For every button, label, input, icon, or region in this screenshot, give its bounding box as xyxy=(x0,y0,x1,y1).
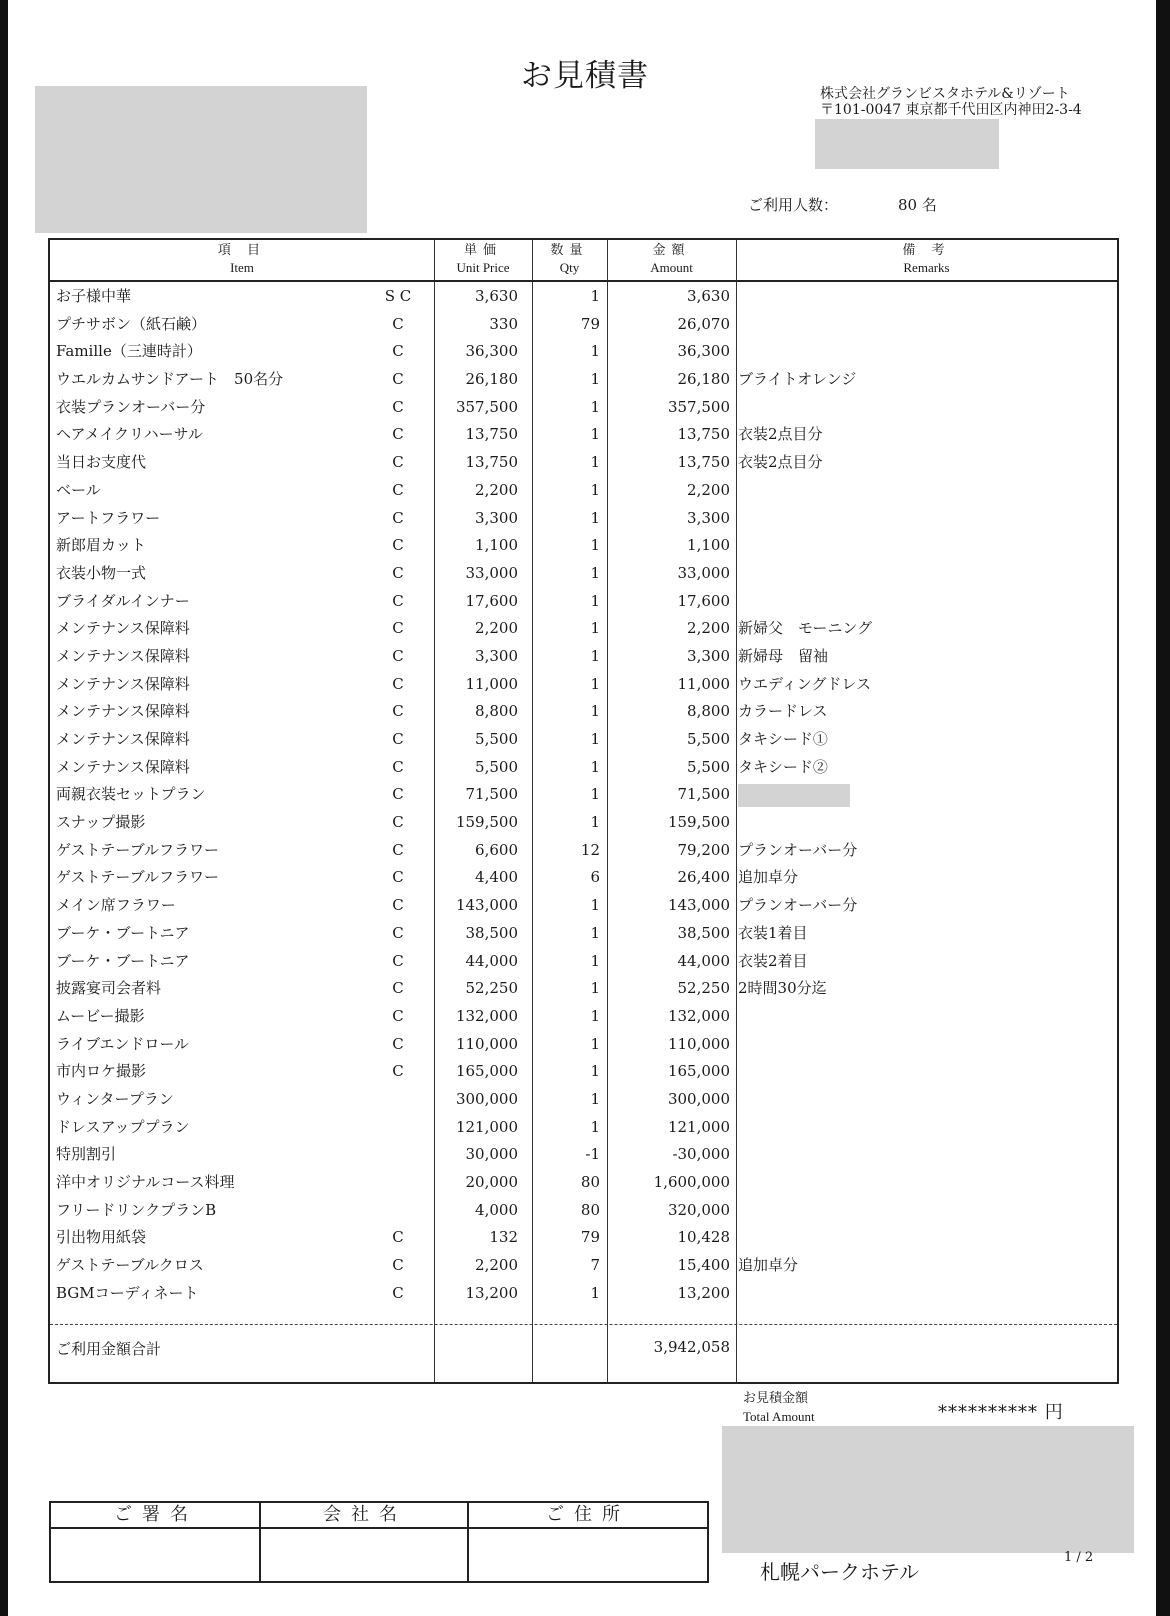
unit-price: 52,250 xyxy=(465,979,518,998)
quantity: 1 xyxy=(590,619,600,638)
quantity: 79 xyxy=(580,314,600,333)
item-name: フリードリンクプランB xyxy=(56,1200,217,1219)
item-code: C xyxy=(392,480,404,499)
quantity: 1 xyxy=(590,370,600,389)
item-code: C xyxy=(392,508,404,527)
header-remarks-ja: 備 考 xyxy=(902,243,951,258)
item-code: C xyxy=(392,591,404,610)
item-name: 市内ロケ撮影 xyxy=(56,1062,147,1081)
unit-price: 6,600 xyxy=(475,840,518,859)
table-row xyxy=(50,1141,1117,1169)
item-code: C xyxy=(392,370,404,389)
amount: 320,000 xyxy=(667,1200,730,1219)
amount: 33,000 xyxy=(677,563,730,582)
unit-price: 20,000 xyxy=(465,1173,518,1191)
item-name: メンテナンス保障料 xyxy=(56,702,190,721)
item-code: C xyxy=(392,314,404,333)
remarks: プランオーバー分 xyxy=(738,840,858,859)
quantity: 1 xyxy=(590,1089,600,1108)
item-name: 洋中オリジナルコース料理 xyxy=(56,1173,235,1191)
quantity: 80 xyxy=(580,1200,600,1219)
item-code: C xyxy=(392,342,404,361)
quantity: 1 xyxy=(590,1006,600,1025)
item-name: アートフラワー xyxy=(56,508,161,527)
item-name: プチサボン（紙石鹸） xyxy=(56,314,207,333)
remarks: ウエディングドレス xyxy=(738,674,872,693)
table-row xyxy=(50,505,1117,533)
amount: 2,200 xyxy=(687,619,730,638)
quantity: 1 xyxy=(590,508,600,527)
item-code: C xyxy=(392,1228,404,1247)
remarks: 衣装2点目分 xyxy=(738,425,823,444)
quantity: 1 xyxy=(590,896,600,915)
quantity: 1 xyxy=(590,646,600,665)
amount: 15,400 xyxy=(677,1256,730,1275)
item-name: メンテナンス保障料 xyxy=(56,674,190,693)
quantity: 1 xyxy=(590,480,600,499)
company-address: 〒101-0047 東京都千代田区内神田2-3-4 xyxy=(820,102,1082,118)
remarks: カラードレス xyxy=(738,702,828,721)
quantity: 1 xyxy=(590,757,600,776)
header-item xyxy=(50,240,434,280)
item-code: C xyxy=(392,425,404,444)
quantity: 1 xyxy=(590,813,600,832)
item-name: ゲストテーブルフラワー xyxy=(56,840,220,859)
table-row xyxy=(50,1280,1117,1308)
unit-price: 143,000 xyxy=(455,896,518,915)
item-name: Famille（三連時計） xyxy=(56,342,202,361)
item-name: ウィンタープラン xyxy=(56,1089,174,1108)
table-row xyxy=(50,975,1117,1003)
table-row xyxy=(50,588,1117,616)
redacted-contact-block xyxy=(815,119,999,169)
unit-price: 26,180 xyxy=(465,370,518,389)
amount: 11,000 xyxy=(677,674,730,693)
table-row xyxy=(50,1169,1117,1197)
remarks: 衣装2点目分 xyxy=(738,453,823,472)
amount: 13,200 xyxy=(677,1283,730,1302)
redacted-remarks xyxy=(738,784,850,807)
quantity: 1 xyxy=(590,702,600,721)
item-name: 披露宴司会者料 xyxy=(56,979,162,998)
unit-price: 3,300 xyxy=(475,508,518,527)
amount: 26,400 xyxy=(677,868,730,887)
quantity: 1 xyxy=(590,397,600,416)
amount: -30,000 xyxy=(672,1145,730,1164)
header-item-ja: 項 目 xyxy=(217,243,267,258)
amount: 38,500 xyxy=(677,923,730,942)
unit-price: 13,750 xyxy=(465,453,518,472)
table-row xyxy=(50,892,1117,920)
item-name: ライブエンドロール xyxy=(56,1034,190,1053)
item-code: S C xyxy=(384,287,412,305)
item-name: ブーケ・ブートニア xyxy=(56,923,190,942)
unit-price: 33,000 xyxy=(465,563,518,582)
table-row xyxy=(50,809,1117,837)
remarks: プランオーバー分 xyxy=(738,896,858,915)
quantity: 1 xyxy=(590,979,600,998)
quantity: 1 xyxy=(590,1034,600,1053)
quantity: 7 xyxy=(590,1256,600,1275)
table-row xyxy=(50,1252,1117,1280)
item-code: C xyxy=(392,536,404,555)
amount: 13,750 xyxy=(677,453,730,472)
unit-price: 1,100 xyxy=(475,536,518,555)
signature-address-header: ご住所 xyxy=(469,1503,707,1529)
item-code: C xyxy=(392,730,404,748)
amount: 8,800 xyxy=(687,702,730,721)
table-row xyxy=(50,1031,1117,1059)
unit-price: 132 xyxy=(489,1228,518,1247)
unit-price: 2,200 xyxy=(475,619,518,638)
amount: 52,250 xyxy=(677,979,730,998)
signature-company-header: 会社名 xyxy=(261,1503,469,1529)
table-row xyxy=(50,1086,1117,1114)
item-name: ベール xyxy=(56,480,101,499)
table-row xyxy=(50,698,1117,726)
quantity: 1 xyxy=(590,1062,600,1081)
unit-price: 330 xyxy=(489,314,518,333)
header-unit-price xyxy=(434,240,532,280)
item-code: C xyxy=(392,813,404,832)
item-code: C xyxy=(392,1006,404,1025)
unit-price: 38,500 xyxy=(465,923,518,942)
item-code: C xyxy=(392,397,404,416)
unit-price: 8,800 xyxy=(475,702,518,721)
header-amount-ja: 金額 xyxy=(652,243,691,258)
item-code: C xyxy=(392,563,404,582)
page-number: 1 / 2 xyxy=(1064,1550,1094,1565)
amount: 79,200 xyxy=(677,840,730,859)
remarks: タキシード② xyxy=(738,757,828,776)
item-name: 引出物用紙袋 xyxy=(56,1228,147,1247)
estimate-table xyxy=(48,238,1119,1384)
unit-price: 357,500 xyxy=(455,397,518,416)
item-name: お子様中華 xyxy=(56,287,132,305)
guest-count xyxy=(748,194,937,215)
header-amount xyxy=(607,240,736,280)
signature-table xyxy=(49,1501,709,1583)
item-code: C xyxy=(392,757,404,776)
header-qty-ja: 数量 xyxy=(550,243,589,258)
estimate-value: ********** 円 xyxy=(938,1402,1064,1423)
company-name: 株式会社グランビスタホテル&リゾート xyxy=(820,86,1070,102)
quantity: 1 xyxy=(590,342,600,361)
table-row xyxy=(50,671,1117,699)
amount: 1,600,000 xyxy=(653,1173,730,1191)
hotel-name: 札幌パークホテル xyxy=(760,1560,919,1584)
table-row xyxy=(50,1224,1117,1252)
table-row xyxy=(50,837,1117,865)
table-row xyxy=(50,449,1117,477)
item-name: スナップ撮影 xyxy=(56,813,146,832)
quantity: -1 xyxy=(585,1145,600,1164)
unit-price: 5,500 xyxy=(475,757,518,776)
item-name: ムービー撮影 xyxy=(56,1006,145,1025)
amount: 71,500 xyxy=(677,785,730,804)
quantity: 1 xyxy=(590,951,600,970)
quantity: 1 xyxy=(590,730,600,748)
header-remarks-en: Remarks xyxy=(903,260,950,275)
scan-edge-left xyxy=(0,0,8,1616)
guest-count-label: ご利用人数： xyxy=(748,196,839,214)
unit-price: 3,630 xyxy=(475,287,518,305)
quantity: 79 xyxy=(580,1228,600,1247)
unit-price: 11,000 xyxy=(465,674,518,693)
unit-price: 36,300 xyxy=(465,342,518,361)
table-row xyxy=(50,726,1117,754)
table-row xyxy=(50,1114,1117,1142)
unit-price: 71,500 xyxy=(465,785,518,804)
estimate-label-en: Total Amount xyxy=(743,1409,815,1424)
item-code: C xyxy=(392,674,404,693)
item-name: ドレスアッププラン xyxy=(56,1117,190,1136)
item-name: ウエルカムサンドアート 50名分 xyxy=(56,370,284,389)
remarks: ブライトオレンジ xyxy=(738,370,857,389)
amount: 132,000 xyxy=(667,1006,730,1025)
item-name: 当日お支度代 xyxy=(56,453,147,472)
table-row xyxy=(50,920,1117,948)
amount: 159,500 xyxy=(667,813,730,832)
table-row xyxy=(50,366,1117,394)
table-row xyxy=(50,394,1117,422)
quantity: 1 xyxy=(590,287,600,305)
remarks: 追加卓分 xyxy=(738,1256,799,1275)
item-code: C xyxy=(392,1034,404,1053)
remarks: 衣装2着目 xyxy=(738,951,808,970)
table-row xyxy=(50,560,1117,588)
table-row xyxy=(50,754,1117,782)
header-remarks xyxy=(736,240,1117,280)
remarks: 2時間30分迄 xyxy=(738,979,827,998)
unit-price: 4,000 xyxy=(475,1200,518,1219)
amount: 13,750 xyxy=(677,425,730,444)
table-row xyxy=(50,1003,1117,1031)
table-row xyxy=(50,864,1117,892)
quantity: 1 xyxy=(590,923,600,942)
table-row xyxy=(50,311,1117,339)
header-amount-en: Amount xyxy=(650,260,693,275)
remarks: 衣装1着目 xyxy=(738,923,808,942)
header-qty-en: Qty xyxy=(559,260,580,275)
amount: 10,428 xyxy=(677,1228,730,1247)
item-code: C xyxy=(392,453,404,472)
quantity: 1 xyxy=(590,785,600,804)
table-row xyxy=(50,532,1117,560)
amount: 110,000 xyxy=(667,1034,730,1053)
estimate-total-block xyxy=(743,1390,815,1426)
amount: 3,300 xyxy=(687,508,730,527)
estimate-label-ja: お見積金額 xyxy=(743,1391,809,1406)
quantity: 1 xyxy=(590,536,600,555)
amount: 300,000 xyxy=(667,1089,730,1108)
item-name: 両親衣装セットプラン xyxy=(56,785,206,804)
total-amount: 3,942,058 xyxy=(653,1338,730,1356)
remarks: 新婦父 モーニング xyxy=(738,619,873,638)
item-code: C xyxy=(392,868,404,887)
item-name: ゲストテーブルクロス xyxy=(56,1256,204,1275)
item-code: C xyxy=(392,619,404,638)
amount: 165,000 xyxy=(667,1062,730,1081)
amount: 26,070 xyxy=(677,314,730,333)
item-name: 特別割引 xyxy=(56,1145,117,1164)
item-code: C xyxy=(392,896,404,915)
item-code: C xyxy=(392,1283,404,1302)
item-name: メンテナンス保障料 xyxy=(56,757,190,776)
table-row xyxy=(50,948,1117,976)
table-row xyxy=(50,643,1117,671)
quantity: 1 xyxy=(590,453,600,472)
item-name: ヘアメイクリハーサル xyxy=(56,425,203,444)
unit-price: 300,000 xyxy=(455,1089,518,1108)
item-name: 衣装小物一式 xyxy=(56,563,147,582)
quantity: 1 xyxy=(590,674,600,693)
signature-divider xyxy=(259,1503,261,1581)
signature-divider xyxy=(467,1503,469,1581)
unit-price: 44,000 xyxy=(465,951,518,970)
guest-count-value: 80 名 xyxy=(898,196,937,214)
unit-price: 121,000 xyxy=(455,1117,518,1136)
unit-price: 17,600 xyxy=(465,591,518,610)
item-name: BGMコーディネート xyxy=(56,1283,199,1302)
header-unit-price-ja: 単価 xyxy=(463,243,502,258)
line-items xyxy=(50,283,1117,1307)
item-name: 新郎眉カット xyxy=(56,536,146,555)
unit-price: 159,500 xyxy=(455,813,518,832)
item-code: C xyxy=(392,951,404,970)
amount: 5,500 xyxy=(687,730,730,748)
item-code: C xyxy=(392,646,404,665)
header-rule xyxy=(50,280,1117,282)
unit-price: 110,000 xyxy=(455,1034,518,1053)
quantity: 12 xyxy=(580,840,600,859)
remarks: 新婦母 留袖 xyxy=(738,646,829,665)
amount: 36,300 xyxy=(677,342,730,361)
unit-price: 4,400 xyxy=(475,868,518,887)
amount: 44,000 xyxy=(677,951,730,970)
signature-name-header: ご署名 xyxy=(51,1503,261,1529)
redacted-recipient-block xyxy=(35,86,367,233)
amount: 26,180 xyxy=(677,370,730,389)
item-code: C xyxy=(392,1256,404,1275)
remarks: タキシード① xyxy=(738,730,828,748)
unit-price: 165,000 xyxy=(455,1062,518,1081)
redacted-stamp-block xyxy=(722,1426,1134,1553)
unit-price: 2,200 xyxy=(475,480,518,499)
header-item-en: Item xyxy=(230,260,254,275)
header-unit-price-en: Unit Price xyxy=(456,260,510,275)
quantity: 1 xyxy=(590,563,600,582)
document-title: お見積書 xyxy=(521,58,649,94)
table-row xyxy=(50,615,1117,643)
unit-price: 13,200 xyxy=(465,1283,518,1302)
scan-edge-right xyxy=(1156,0,1170,1616)
item-code: C xyxy=(392,840,404,859)
item-name: メンテナンス保障料 xyxy=(56,646,190,665)
quantity: 1 xyxy=(590,1283,600,1302)
amount: 1,100 xyxy=(687,536,730,555)
table-row xyxy=(50,477,1117,505)
amount: 121,000 xyxy=(667,1117,730,1136)
item-name: ブーケ・ブートニア xyxy=(56,951,190,970)
amount: 143,000 xyxy=(667,896,730,915)
item-code: C xyxy=(392,923,404,942)
item-name: ブライダルインナー xyxy=(56,591,190,610)
amount: 5,500 xyxy=(687,757,730,776)
item-name: メンテナンス保障料 xyxy=(56,730,190,748)
header-qty xyxy=(532,240,607,280)
table-row xyxy=(50,421,1117,449)
quantity: 1 xyxy=(590,1117,600,1136)
table-row xyxy=(50,1197,1117,1225)
item-code: C xyxy=(392,785,404,804)
amount: 3,300 xyxy=(687,646,730,665)
issuer-block xyxy=(820,86,1082,118)
item-code: C xyxy=(392,702,404,721)
total-separator xyxy=(50,1324,1117,1325)
unit-price: 13,750 xyxy=(465,425,518,444)
item-code: C xyxy=(392,979,404,998)
table-row xyxy=(50,1058,1117,1086)
unit-price: 2,200 xyxy=(475,1256,518,1275)
item-code: C xyxy=(392,1062,404,1081)
table-row xyxy=(50,781,1117,809)
amount: 357,500 xyxy=(667,397,730,416)
amount: 3,630 xyxy=(687,287,730,305)
quantity: 1 xyxy=(590,425,600,444)
unit-price: 3,300 xyxy=(475,646,518,665)
quantity: 6 xyxy=(590,868,600,887)
amount: 17,600 xyxy=(677,591,730,610)
remarks: 追加卓分 xyxy=(738,868,799,887)
item-name: メイン席フラワー xyxy=(56,896,176,915)
unit-price: 30,000 xyxy=(465,1145,518,1164)
item-name: ゲストテーブルフラワー xyxy=(56,868,220,887)
table-row xyxy=(50,283,1117,311)
unit-price: 5,500 xyxy=(475,730,518,748)
item-name: メンテナンス保障料 xyxy=(56,619,190,638)
quantity: 1 xyxy=(590,591,600,610)
item-name: 衣装プランオーバー分 xyxy=(56,397,206,416)
total-label: ご利用金額合計 xyxy=(56,1340,162,1358)
quantity: 80 xyxy=(580,1173,600,1191)
table-row xyxy=(50,338,1117,366)
unit-price: 132,000 xyxy=(455,1006,518,1025)
amount: 2,200 xyxy=(687,480,730,499)
